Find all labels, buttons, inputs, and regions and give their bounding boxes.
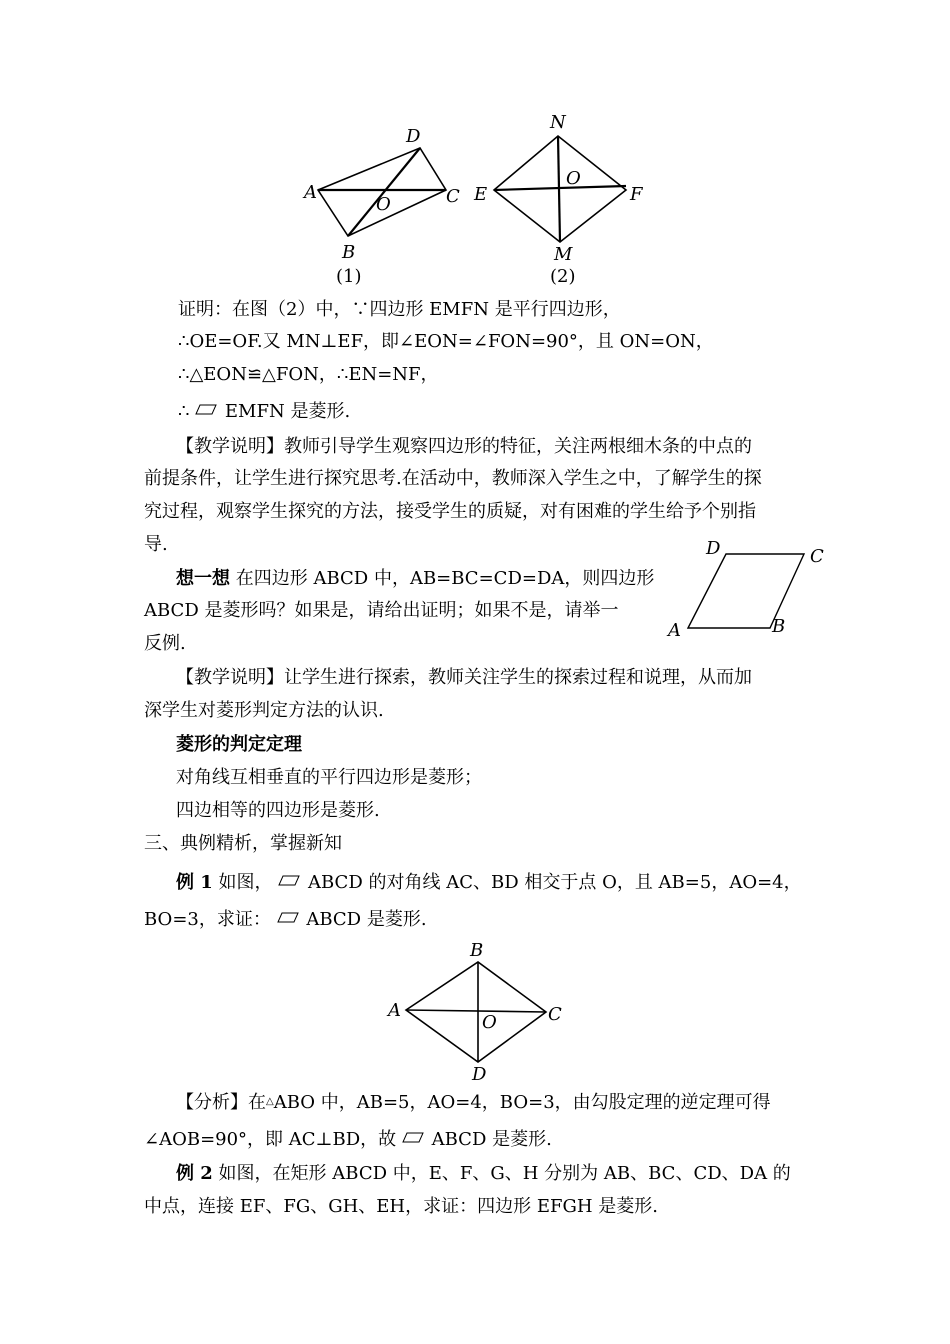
note1-line-4: 导. [144, 534, 168, 555]
analysis-text-pre: 【分析】在 [176, 1092, 266, 1113]
note1-line-3: 究过程，观察学生探究的方法，接受学生的质疑，对有困难的学生给予个别指 [144, 501, 756, 522]
fig3-label-B: B [772, 616, 786, 637]
example2-line-2: 中点，连接 EF、FG、GH、EH，求证：四边形 EFGH 是菱形. [144, 1196, 658, 1217]
fig1-label-D: D [406, 126, 421, 147]
parallelogram-icon [277, 908, 299, 932]
figure-1-parallelogram [300, 120, 470, 290]
think-text-1: 在四边形 ABCD 中，AB=BC=CD=DA，则四边形 [235, 568, 655, 589]
fig2-label-N: N [550, 112, 566, 133]
fig4-label-O: O [482, 1012, 497, 1033]
fig1-label-B: B [342, 242, 356, 263]
proof-line-3: ∴△EON≌△FON，∴EN=NF， [178, 364, 439, 385]
fig4-label-D: D [472, 1064, 487, 1084]
proof-line-1: 证明：在图（2）中，∵四边形 EMFN 是平行四边形， [178, 299, 621, 320]
therefore-symbol: ∴ [178, 401, 190, 422]
example2-text-1: 如图，在矩形 ABCD 中，E、F、G、H 分别为 AB、BC、CD、DA 的 [218, 1163, 791, 1184]
parallelogram-icon [402, 1128, 424, 1152]
example1-line-1 [176, 871, 802, 895]
think-line-2: ABCD 是菱形吗？如果是，请给出证明；如果不是，请举一 [144, 600, 619, 621]
example1-text2-post: ABCD 是菱形. [306, 909, 427, 930]
example1-text2-pre: BO=3，求证： [144, 909, 271, 930]
fig4-label-B: B [470, 940, 484, 961]
example1-text-post: ABCD 的对角线 AC、BD 相交于点 O，且 AB=5，AO=4， [308, 872, 802, 893]
analysis-text-post: ABO 中，AB=5，AO=4，BO=3，由勾股定理的逆定理可得 [273, 1092, 771, 1113]
analysis-text2-post: ABCD 是菱形. [431, 1129, 552, 1150]
fig1-label-O: O [376, 194, 391, 215]
analysis-line-2 [144, 1128, 552, 1152]
example2-line-1 [176, 1162, 791, 1186]
parallelogram-icon [278, 871, 300, 895]
fig2-label-M: M [554, 244, 573, 265]
fig3-label-D: D [706, 538, 721, 559]
fig1-label-C: C [446, 186, 460, 207]
fig1-caption: (1) [336, 266, 362, 287]
theorem-line-1: 对角线互相垂直的平行四边形是菱形； [176, 767, 482, 788]
figure-3-quadrilateral [664, 538, 834, 648]
figure-4-rhombus [382, 938, 572, 1084]
note2-line-2: 深学生对菱形判定方法的认识. [144, 700, 384, 721]
example1-label: 例 1 [176, 872, 213, 893]
think-line-3: 反例. [144, 633, 186, 654]
fig2-caption: (2) [550, 266, 576, 287]
note2-line-1: 【教学说明】让学生进行探索，教师关注学生的探索过程和说理，从而加 [176, 667, 752, 688]
proof-conclusion: EMFN 是菱形. [224, 401, 351, 422]
fig3-label-A: A [668, 620, 681, 641]
analysis-text2-pre: ∠AOB=90°，即 AC⊥BD，故 [144, 1129, 397, 1150]
fig2-label-F: F [630, 184, 643, 205]
fig2-label-E: E [474, 184, 488, 205]
section-3-heading: 三、典例精析，掌握新知 [144, 833, 342, 854]
analysis-line-1 [176, 1090, 771, 1115]
example1-text-pre: 如图， [218, 872, 273, 893]
think-line-1 [176, 567, 654, 591]
fig1-label-A: A [304, 182, 317, 203]
note1-line-1: 【教学说明】教师引导学生观察四边形的特征，关注两根细木条的中点的 [176, 436, 752, 457]
proof-line-4 [178, 400, 350, 424]
theorem-title: 菱形的判定定理 [176, 734, 302, 755]
example1-line-2 [144, 908, 427, 932]
fig3-label-C: C [810, 546, 824, 567]
triangle-icon: △ [266, 1096, 274, 1107]
think-label: 想一想 [176, 568, 230, 589]
figure-2-rhombus [470, 108, 650, 288]
proof-line-2: ∴OE=OF.又 MN⊥EF，即∠EON=∠FON=90°，且 ON=ON， [178, 331, 714, 352]
example2-label: 例 2 [176, 1163, 213, 1184]
parallelogram-icon [195, 400, 217, 424]
fig4-label-A: A [388, 1000, 401, 1021]
theorem-line-2: 四边相等的四边形是菱形. [176, 800, 380, 821]
fig4-label-C: C [548, 1004, 562, 1025]
note1-line-2: 前提条件，让学生进行探究思考.在活动中，教师深入学生之中，了解学生的探 [144, 468, 762, 489]
fig2-label-O: O [566, 168, 581, 189]
